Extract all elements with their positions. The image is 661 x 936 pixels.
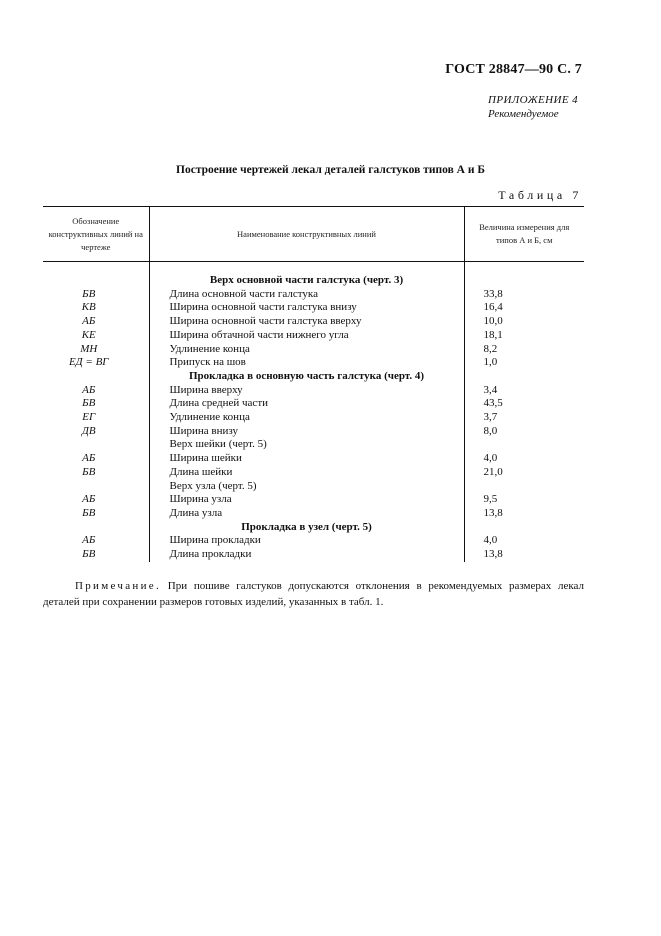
cell-value: 3,7 [483, 411, 498, 424]
table-row [43, 315, 584, 329]
cell-line-name: Ширина прокладки [149, 534, 464, 548]
table-row [43, 438, 584, 452]
appendix-title: ПРИЛОЖЕНИЕ 4 [488, 94, 579, 106]
table-label: Таблица 7 [498, 188, 582, 202]
cell-designation: ЕД = ВГ [68, 356, 109, 369]
cell-line-name: Ширина основной части галстука внизу [149, 301, 464, 315]
table-row [43, 452, 584, 466]
cell-designation: ДВ [81, 424, 96, 437]
cell-designation: БВ [82, 287, 96, 300]
cell-line-name: Ширина вверху [149, 384, 464, 398]
standard-page-header: ГОСТ 28847—90 С. 7 [445, 62, 582, 77]
cell-line-name: Ширина внизу [149, 425, 464, 439]
cell-line-name: Длина средней части [149, 397, 464, 411]
table-row [43, 301, 584, 315]
table-row [43, 548, 584, 562]
table-row [43, 534, 584, 548]
cell-line-name: Длина шейки [149, 466, 464, 480]
cell-value: 21,0 [483, 465, 503, 478]
cell-value: 13,8 [483, 548, 503, 561]
cell-designation: БВ [82, 465, 96, 478]
cell-designation: АБ [82, 452, 96, 465]
cell-value: 8,0 [483, 424, 498, 437]
table-row [43, 384, 584, 398]
cell-designation: АБ [82, 534, 96, 547]
cell-designation: АБ [82, 383, 96, 396]
cell-designation [43, 438, 149, 452]
table-section-row [43, 370, 584, 384]
cell-value: 43,5 [483, 397, 503, 410]
cell-line-name: Длина прокладки [149, 548, 464, 562]
table-row [43, 507, 584, 521]
cell-designation: МН [80, 342, 98, 355]
cell-designation: КВ [81, 301, 96, 314]
cell-line-name: Ширина основной части галстука вверху [149, 315, 464, 329]
cell-value: 1,0 [483, 356, 498, 369]
note-text: При пошиве галстуков допускаются отклонения в рекомендуемых размерах лекал деталей при сохранении размеров готовых изделий, указанных в табл. 1. [43, 580, 585, 608]
cell-value: 9,5 [483, 493, 498, 506]
cell-designation: АБ [82, 493, 96, 506]
cell-value: 10,0 [483, 315, 503, 328]
cell-line-name: Удлинение конца [149, 343, 464, 357]
cell-line-name: Длина основной части галстука [149, 288, 464, 302]
cell-line-name: Ширина шейки [149, 452, 464, 466]
cell-designation: АБ [82, 315, 96, 328]
table-row [43, 343, 584, 357]
table-section-row [43, 274, 584, 288]
note-label: Примечание. [75, 580, 162, 592]
cell-line-name: Верх шейки (черт. 5) [149, 438, 464, 452]
table-spacer-row [43, 262, 584, 275]
table-section-row [43, 521, 584, 535]
appendix-block [488, 93, 578, 121]
cell-line-name: Ширина узла [149, 493, 464, 507]
cell-designation: КЕ [81, 328, 96, 341]
table-row [43, 356, 584, 370]
cell-value: 4,0 [483, 534, 498, 547]
cell-line-name: Ширина обтачной части нижнего угла [149, 329, 464, 343]
column-header-value: Величина измерения для типов А и Б, см [464, 207, 584, 262]
dimensions-table [43, 206, 584, 562]
note-paragraph [43, 578, 584, 610]
table-row [43, 329, 584, 343]
table-row [43, 288, 584, 302]
table-row [43, 493, 584, 507]
cell-value: 3,4 [483, 383, 498, 396]
cell-designation: ЕГ [82, 411, 96, 424]
cell-line-name: Припуск на шов [149, 356, 464, 370]
cell-value: 4,0 [483, 452, 498, 465]
section-heading: Прокладка в основную часть галстука (черт. 4) [149, 370, 464, 384]
table-body [43, 262, 584, 562]
cell-designation: БВ [82, 506, 96, 519]
cell-line-name: Длина узла [149, 507, 464, 521]
cell-value [464, 438, 584, 452]
cell-designation: БВ [82, 397, 96, 410]
cell-value: 18,1 [483, 328, 503, 341]
section-heading: Прокладка в узел (черт. 5) [149, 521, 464, 535]
cell-value: 16,4 [483, 301, 503, 314]
appendix-status: Рекомендуемое [488, 108, 559, 120]
cell-line-name: Верх узла (черт. 5) [149, 480, 464, 494]
table-row [43, 480, 584, 494]
table-row [43, 466, 584, 480]
cell-designation: БВ [82, 548, 96, 561]
document-title: Построение чертежей лекал деталей галстуков типов А и Б [176, 164, 485, 176]
table-row [43, 425, 584, 439]
column-header-designation: Обозначение конструктивных линий на чертеже [43, 207, 149, 262]
column-header-name: Наименование конструктивных линий [149, 207, 464, 262]
cell-value: 13,8 [483, 506, 503, 519]
cell-value: 8,2 [483, 342, 498, 355]
section-heading: Верх основной части галстука (черт. 3) [149, 274, 464, 288]
table-header-row [43, 207, 584, 262]
cell-value: 33,8 [483, 287, 503, 300]
cell-value [464, 480, 584, 494]
table-row [43, 397, 584, 411]
cell-line-name: Удлинение конца [149, 411, 464, 425]
cell-designation [43, 480, 149, 494]
table-row [43, 411, 584, 425]
